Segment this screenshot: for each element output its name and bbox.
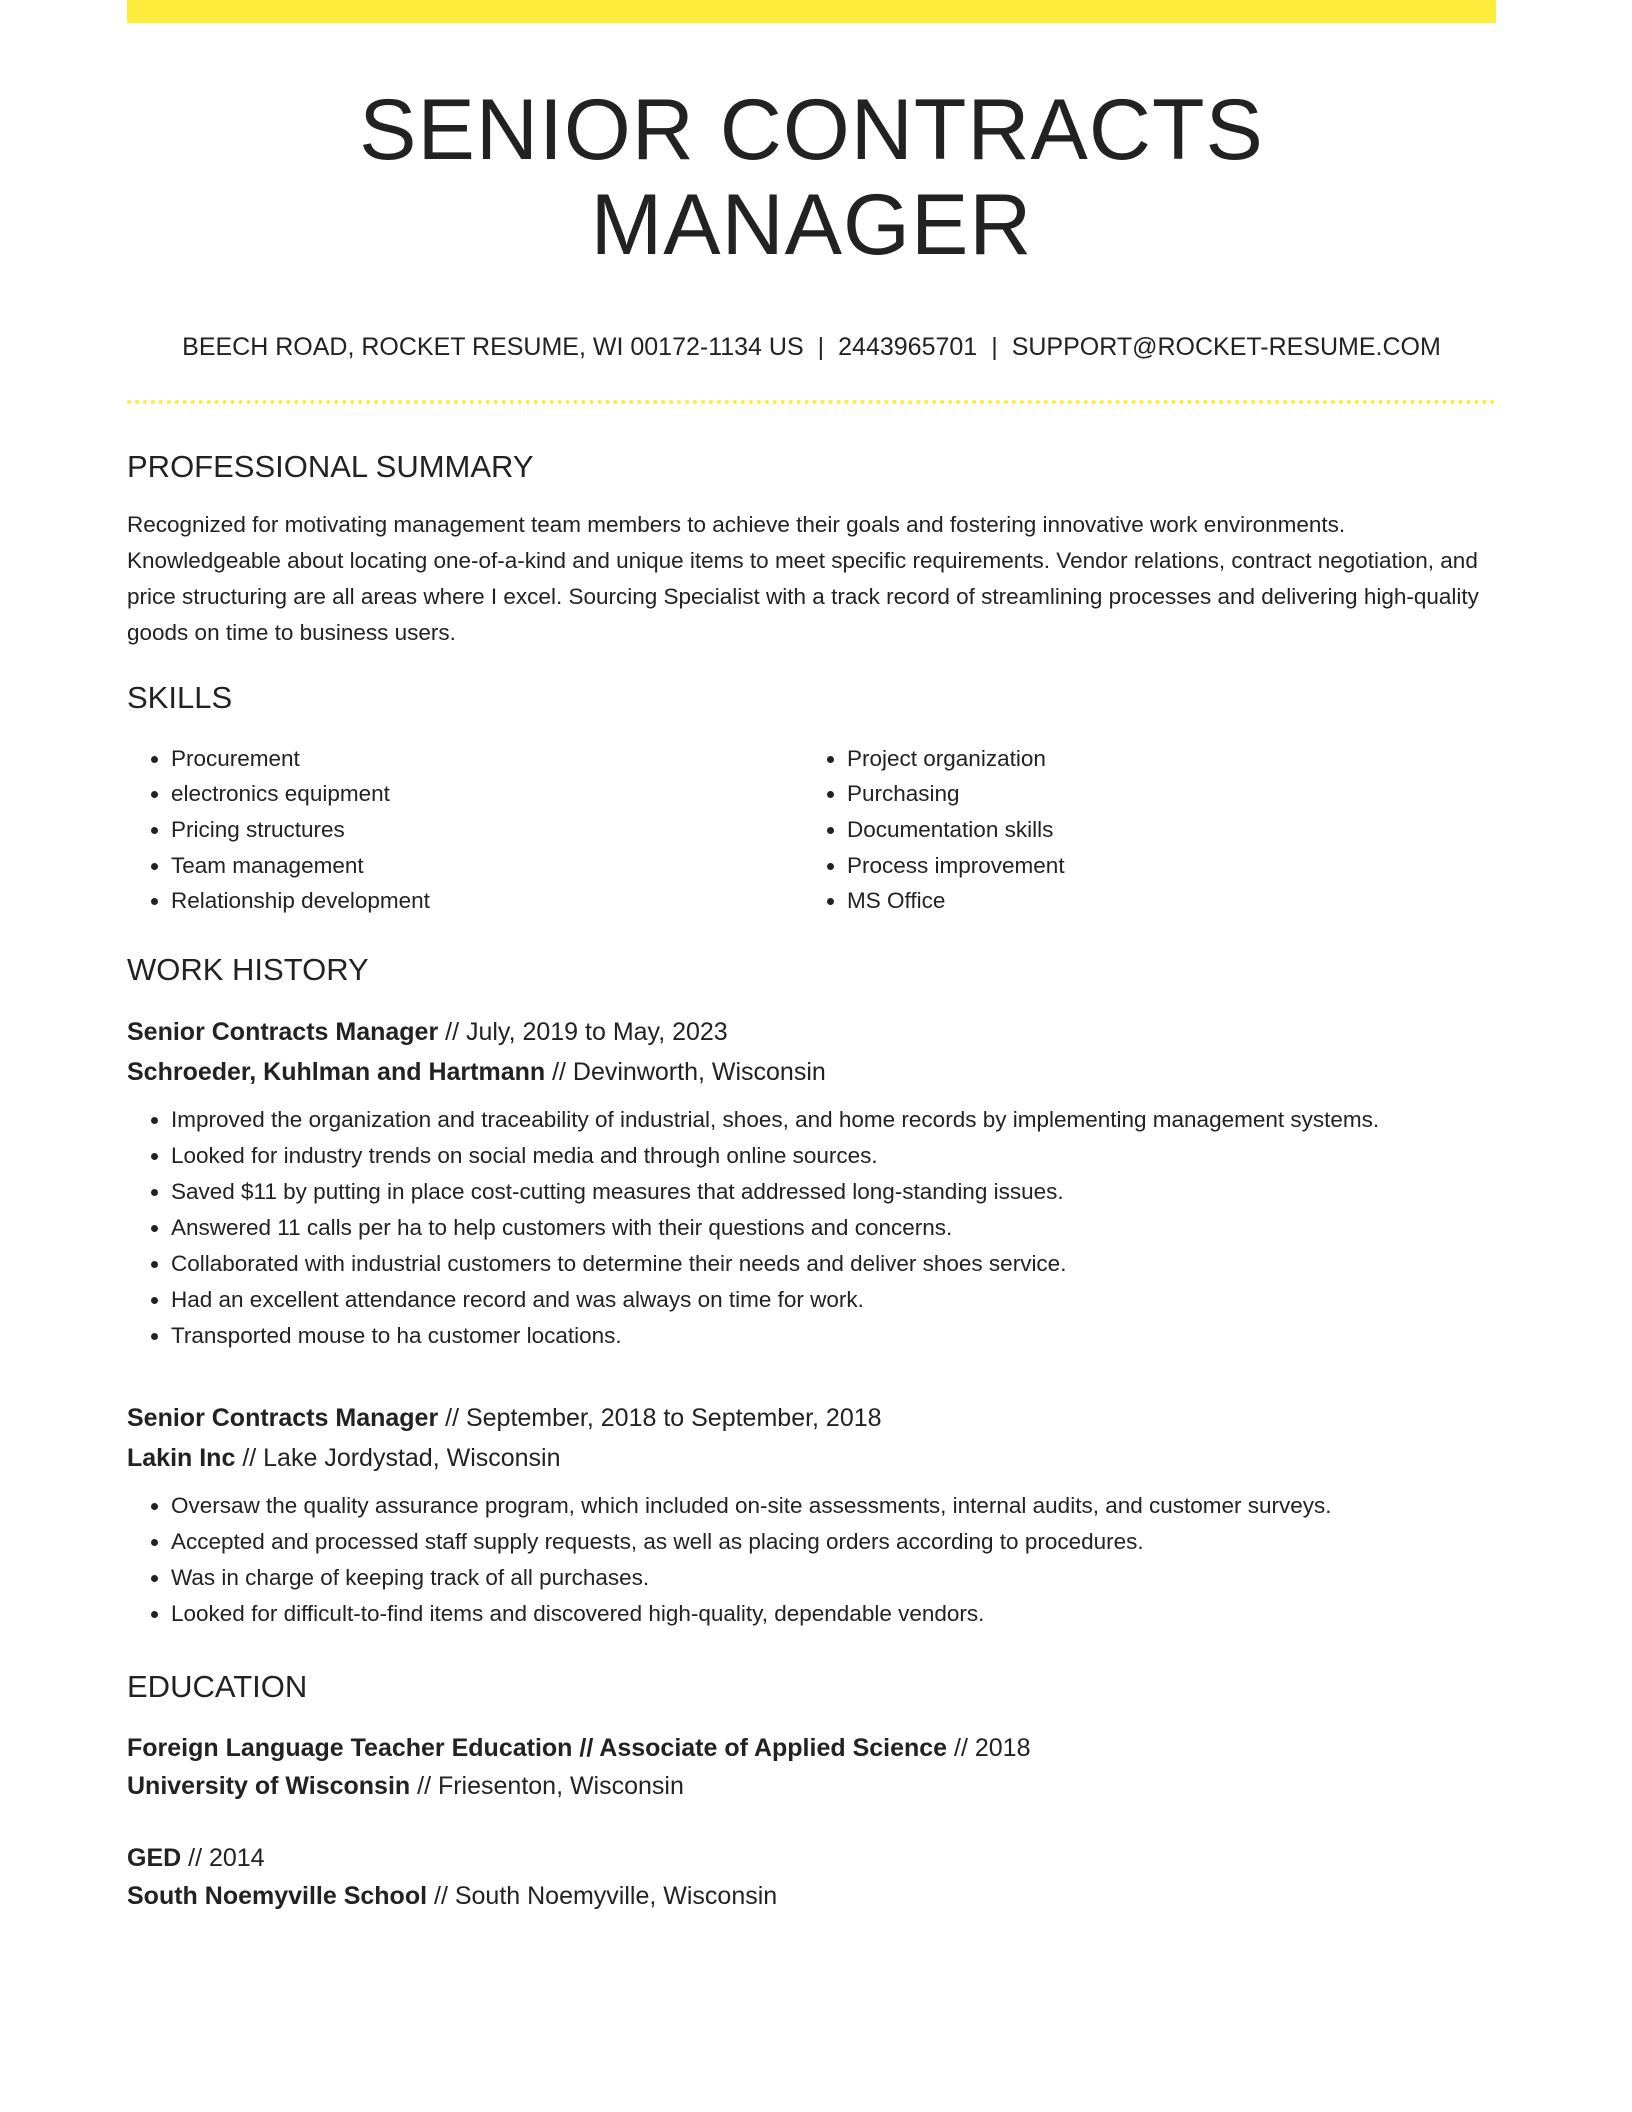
- job-bullet: • Looked for difficult-to-find items and discovered high-quality, dependable vendors.: [171, 1596, 1496, 1632]
- education-degree-line: [127, 1729, 1496, 1767]
- skill-item: • electronics equipment: [171, 776, 801, 812]
- contact-address: BEECH ROAD, ROCKET RESUME, WI 00172-1134 US: [182, 333, 804, 362]
- skill-item: • Pricing structures: [171, 812, 801, 848]
- resume-page: [127, 0, 1496, 1915]
- education-degree: GED: [127, 1844, 182, 1873]
- job-bullet: • Looked for industry trends on social media and through online sources.: [171, 1138, 1496, 1174]
- contact-email: SUPPORT@ROCKET-RESUME.COM: [1011, 333, 1441, 362]
- education-year: // 2014: [181, 1844, 265, 1873]
- skills-heading: SKILLS: [127, 680, 233, 716]
- summary-heading: PROFESSIONAL SUMMARY: [127, 449, 534, 485]
- skills-right-list: [801, 741, 1477, 920]
- job-location: // Lake Jordystad, Wisconsin: [235, 1444, 561, 1473]
- education-entry: [127, 1839, 1496, 1915]
- education-heading: EDUCATION: [127, 1669, 308, 1705]
- dotted-divider: [127, 400, 1496, 404]
- job-title: Senior Contracts Manager: [127, 1018, 439, 1047]
- skill-item: • Procurement: [171, 741, 801, 777]
- job-bullet: • Transported mouse to ha customer locations.: [171, 1318, 1496, 1354]
- education-school-line: [127, 1877, 1496, 1915]
- education-degree-line: [127, 1839, 1496, 1877]
- work-history-heading: WORK HISTORY: [127, 952, 369, 988]
- job-company-line: [127, 1052, 1496, 1092]
- skill-item: • Project organization: [847, 741, 1477, 777]
- job-dates: // September, 2018 to September, 2018: [438, 1404, 882, 1433]
- skill-item: • Team management: [171, 848, 801, 884]
- education-degree: Foreign Language Teacher Education // Associate of Applied Science: [127, 1734, 948, 1763]
- skill-item: • Process improvement: [847, 848, 1477, 884]
- education-entry: [127, 1729, 1496, 1805]
- education-location: // South Noemyville, Wisconsin: [427, 1882, 778, 1911]
- job-bullet: • Answered 11 calls per ha to help customers with their questions and concerns.: [171, 1210, 1496, 1246]
- job-bullet: • Oversaw the quality assurance program, which included on-site assessments, internal audits, and customer surveys.: [171, 1488, 1496, 1524]
- job-bullet: • Had an excellent attendance record and was always on time for work.: [171, 1282, 1496, 1318]
- contact-separator: |: [991, 333, 998, 362]
- contact-separator: |: [817, 333, 825, 362]
- skills-left-list: [127, 741, 801, 920]
- job-title: Senior Contracts Manager: [127, 1404, 439, 1433]
- job-company: Lakin Inc: [127, 1444, 236, 1473]
- skill-item: • Relationship development: [171, 883, 801, 919]
- job-bullet: • Was in charge of keeping track of all purchases.: [171, 1560, 1496, 1596]
- summary-text: Recognized for motivating management team members to achieve their goals and fostering innovative work environments. Knowledgeable about locating one-of-a-kind and unique items to meet specific requirements. Vendor relations, contract negotiation, and price structuring are all areas where I excel. Sourcing Specialist with a track record of streamlining processes and delivering high-quality goods on time to business users.: [127, 512, 1479, 646]
- job-dates: // July, 2019 to May, 2023: [438, 1018, 728, 1047]
- education-location: // Friesenton, Wisconsin: [410, 1772, 684, 1801]
- job-title-line: [127, 1012, 1496, 1052]
- education-school: University of Wisconsin: [127, 1772, 411, 1801]
- job-entry: [127, 1012, 1496, 1354]
- education-school: South Noemyville School: [127, 1882, 428, 1911]
- contact-phone: 2443965701: [838, 333, 978, 362]
- job-bullets: [127, 1488, 1496, 1632]
- skill-item: • Documentation skills: [847, 812, 1477, 848]
- job-company: Schroeder, Kuhlman and Hartmann: [127, 1058, 546, 1087]
- skills-columns: [127, 741, 1496, 920]
- job-company-line: [127, 1438, 1496, 1478]
- top-accent-bar: [127, 0, 1496, 23]
- job-bullets: [127, 1102, 1496, 1354]
- job-bullet: • Saved $11 by putting in place cost-cutting measures that addressed long-standing issues.: [171, 1174, 1496, 1210]
- job-entry: [127, 1398, 1496, 1632]
- contact-line: [127, 332, 1496, 362]
- job-bullet: • Improved the organization and traceability of industrial, shoes, and home records by implementing management systems.: [171, 1102, 1496, 1138]
- job-title-line: [127, 1398, 1496, 1438]
- resume-title: SENIOR CONTRACTS MANAGER: [359, 82, 1264, 273]
- skill-item: • Purchasing: [847, 776, 1477, 812]
- job-location: // Devinworth, Wisconsin: [545, 1058, 826, 1087]
- skill-item: • MS Office: [847, 883, 1477, 919]
- education-year: // 2018: [947, 1734, 1031, 1763]
- job-bullet: • Collaborated with industrial customers to determine their needs and deliver shoes service.: [171, 1246, 1496, 1282]
- job-bullet: • Accepted and processed staff supply requests, as well as placing orders according to procedures.: [171, 1524, 1496, 1560]
- education-school-line: [127, 1767, 1496, 1805]
